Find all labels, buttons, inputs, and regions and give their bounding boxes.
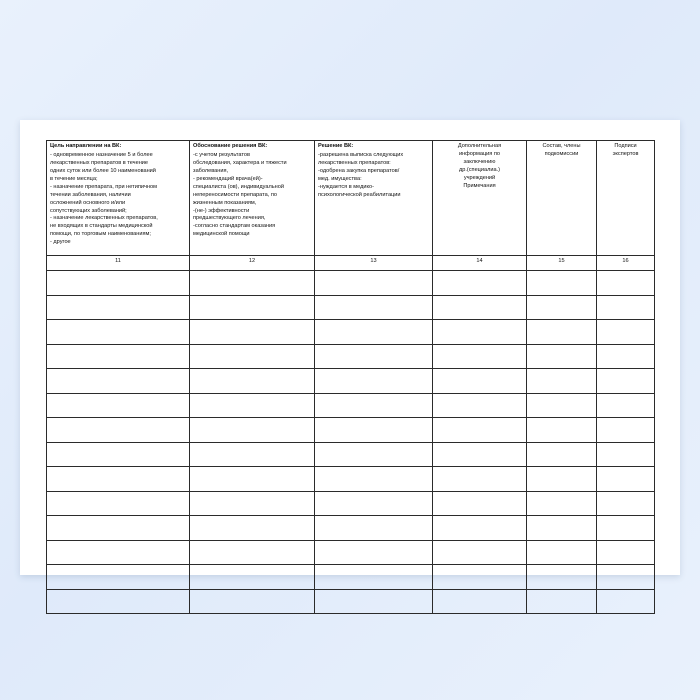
- header-line: Дополнительная: [457, 143, 502, 149]
- header-line: заболевания,: [193, 167, 229, 174]
- table-cell[interactable]: [597, 271, 655, 296]
- header-line: лекарственных препаратов:: [318, 159, 391, 166]
- header-line: жизненным показаниям,: [193, 199, 257, 206]
- table-cell[interactable]: [597, 344, 655, 369]
- header-line: др.(специалиа.): [458, 166, 501, 173]
- table-cell[interactable]: [527, 344, 597, 369]
- header-line: подкомиссии: [544, 150, 579, 157]
- table-row[interactable]: [47, 393, 655, 418]
- table-cell[interactable]: [315, 442, 433, 467]
- table-cell[interactable]: [47, 565, 190, 590]
- table-cell[interactable]: [527, 418, 597, 443]
- header-line: - другое: [50, 239, 71, 246]
- table-cell[interactable]: [315, 295, 433, 320]
- header-line: Примечания: [463, 182, 496, 189]
- header-line: обследования, характера и тяжести: [193, 159, 287, 166]
- header-line: помощи, по торговым наименованиям;: [50, 231, 151, 238]
- table-row[interactable]: [47, 540, 655, 565]
- table-cell[interactable]: [433, 516, 527, 541]
- table-cell[interactable]: [315, 589, 433, 614]
- column-title-12: Обоснование решения ВК:: [193, 143, 268, 149]
- header-line: - рекомендаций врача(ей)-: [193, 175, 263, 182]
- header-line: специалиста (ов), индивидуальной: [193, 183, 284, 190]
- table-cell[interactable]: [527, 491, 597, 516]
- table-cell[interactable]: [597, 442, 655, 467]
- header-line: -с учетом результатов: [193, 151, 250, 158]
- table-cell[interactable]: [315, 418, 433, 443]
- table-cell[interactable]: [597, 393, 655, 418]
- table-cell[interactable]: [190, 418, 315, 443]
- table-cell[interactable]: [597, 540, 655, 565]
- empty-rows-body: [47, 271, 655, 614]
- table-cell[interactable]: [315, 344, 433, 369]
- table-cell[interactable]: [597, 589, 655, 614]
- table-cell[interactable]: [47, 442, 190, 467]
- table-cell[interactable]: [433, 540, 527, 565]
- table-row[interactable]: [47, 467, 655, 492]
- table-cell[interactable]: [433, 491, 527, 516]
- table-cell[interactable]: [597, 320, 655, 345]
- table-row[interactable]: [47, 442, 655, 467]
- form-table: [46, 140, 655, 614]
- table-cell[interactable]: [433, 271, 527, 296]
- table-cell[interactable]: [315, 565, 433, 590]
- table-cell[interactable]: [597, 369, 655, 394]
- header-line: - одновременное назначение 5 и более: [50, 151, 153, 158]
- table-cell[interactable]: [47, 467, 190, 492]
- header-line: в течение месяца;: [50, 175, 98, 182]
- table-cell[interactable]: [433, 320, 527, 345]
- table-cell[interactable]: [190, 344, 315, 369]
- column-number-16: 16: [597, 256, 655, 271]
- header-line: - назначение препарата, при нетипичном: [50, 183, 157, 190]
- table-row[interactable]: [47, 271, 655, 296]
- table-cell[interactable]: [190, 540, 315, 565]
- header-line: -(не-) эффективности: [193, 207, 250, 214]
- table-cell[interactable]: [190, 369, 315, 394]
- header-line: заключению: [463, 158, 496, 165]
- table-cell[interactable]: [47, 295, 190, 320]
- column-header-15: [527, 141, 597, 256]
- document-sheet: [20, 120, 680, 575]
- table-cell[interactable]: [190, 295, 315, 320]
- header-line: экспертов: [612, 150, 639, 157]
- table-cell[interactable]: [597, 491, 655, 516]
- column-title-11: Цель направлении на ВК:: [50, 143, 122, 149]
- header-line: Подписи: [614, 143, 637, 149]
- table-cell[interactable]: [315, 369, 433, 394]
- table-cell[interactable]: [527, 565, 597, 590]
- table-cell[interactable]: [433, 344, 527, 369]
- table-cell[interactable]: [315, 516, 433, 541]
- table-cell[interactable]: [433, 467, 527, 492]
- header-line: осложнений основного и/или: [50, 199, 126, 206]
- table-row[interactable]: [47, 295, 655, 320]
- table-row[interactable]: [47, 565, 655, 590]
- table-cell[interactable]: [190, 491, 315, 516]
- table-cell[interactable]: [315, 393, 433, 418]
- column-header-14: [433, 141, 527, 256]
- column-header-11: [47, 141, 190, 256]
- table-cell[interactable]: [433, 393, 527, 418]
- table-cell[interactable]: [433, 295, 527, 320]
- table-cell[interactable]: [527, 442, 597, 467]
- table-cell[interactable]: [433, 565, 527, 590]
- header-line: мед. имущества:: [318, 175, 362, 182]
- table-cell[interactable]: [527, 589, 597, 614]
- table-cell[interactable]: [190, 516, 315, 541]
- table-cell[interactable]: [597, 295, 655, 320]
- column-number-row: [47, 256, 655, 271]
- table-cell[interactable]: [433, 442, 527, 467]
- table-cell[interactable]: [47, 418, 190, 443]
- table-row[interactable]: [47, 369, 655, 394]
- table-cell[interactable]: [433, 369, 527, 394]
- table-cell[interactable]: [315, 491, 433, 516]
- table-cell[interactable]: [47, 516, 190, 541]
- header-row: [47, 141, 655, 256]
- header-line: -нуждается в медико-: [318, 183, 374, 190]
- table-cell[interactable]: [190, 442, 315, 467]
- table-cell[interactable]: [47, 320, 190, 345]
- table-row[interactable]: [47, 589, 655, 614]
- header-line: не входящих в стандарты медицинской: [50, 223, 153, 230]
- table-row[interactable]: [47, 491, 655, 516]
- table-cell[interactable]: [597, 516, 655, 541]
- table-cell[interactable]: [315, 540, 433, 565]
- table-cell[interactable]: [527, 393, 597, 418]
- header-line: предшествующего лечения,: [193, 215, 266, 222]
- table-cell[interactable]: [527, 271, 597, 296]
- column-number-11: 11: [47, 256, 190, 271]
- table-cell[interactable]: [190, 271, 315, 296]
- table-cell[interactable]: [433, 589, 527, 614]
- header-line: Состав, члены: [542, 143, 581, 149]
- column-header-16: [597, 141, 655, 256]
- column-header-13: [315, 141, 433, 256]
- header-line: -разрешена выписка следующих: [318, 151, 404, 158]
- header-line: медицинской помощи: [193, 231, 250, 238]
- table-cell[interactable]: [597, 565, 655, 590]
- header-line: лекарственных препаратов в течение: [50, 159, 149, 166]
- table-cell[interactable]: [47, 589, 190, 614]
- table-cell[interactable]: [527, 540, 597, 565]
- table-cell[interactable]: [190, 589, 315, 614]
- table-cell[interactable]: [527, 467, 597, 492]
- table-cell[interactable]: [527, 516, 597, 541]
- table-row[interactable]: [47, 418, 655, 443]
- column-title-13: Решение ВК:: [318, 143, 354, 149]
- header-line: информация по: [458, 150, 501, 157]
- table-cell[interactable]: [47, 540, 190, 565]
- header-line: одних суток или более 10 наименований: [50, 167, 156, 174]
- table-row[interactable]: [47, 320, 655, 345]
- table-cell[interactable]: [315, 467, 433, 492]
- header-line: течении заболевания, наличии: [50, 191, 131, 198]
- table-cell[interactable]: [527, 320, 597, 345]
- table-row[interactable]: [47, 344, 655, 369]
- table-cell[interactable]: [190, 467, 315, 492]
- table-cell[interactable]: [527, 369, 597, 394]
- column-number-14: 14: [433, 256, 527, 271]
- table-cell[interactable]: [527, 295, 597, 320]
- column-header-12: [190, 141, 315, 256]
- table-row[interactable]: [47, 516, 655, 541]
- table-cell[interactable]: [47, 491, 190, 516]
- column-number-15: 15: [527, 256, 597, 271]
- table-cell[interactable]: [47, 271, 190, 296]
- column-number-12: 12: [190, 256, 315, 271]
- table-cell[interactable]: [597, 418, 655, 443]
- table-cell[interactable]: [190, 393, 315, 418]
- header-line: -согласно стандартам оказания: [193, 223, 276, 230]
- header-line: непереносимости препарата, по: [193, 191, 278, 198]
- column-number-13: 13: [315, 256, 433, 271]
- header-line: психологической реабилитации: [318, 191, 401, 198]
- table-cell[interactable]: [190, 320, 315, 345]
- table-cell[interactable]: [190, 565, 315, 590]
- table-cell[interactable]: [597, 467, 655, 492]
- table-cell[interactable]: [47, 369, 190, 394]
- table-cell[interactable]: [433, 418, 527, 443]
- header-line: учреждений: [463, 174, 496, 181]
- table-cell[interactable]: [315, 320, 433, 345]
- header-line: сопутствующих заболеваний;: [50, 207, 127, 214]
- table-cell[interactable]: [315, 271, 433, 296]
- table-cell[interactable]: [47, 344, 190, 369]
- header-line: - назначение лекарственных препаратов,: [50, 215, 158, 222]
- table-cell[interactable]: [47, 393, 190, 418]
- header-line: -одобрена закупка препаратов/: [318, 167, 400, 174]
